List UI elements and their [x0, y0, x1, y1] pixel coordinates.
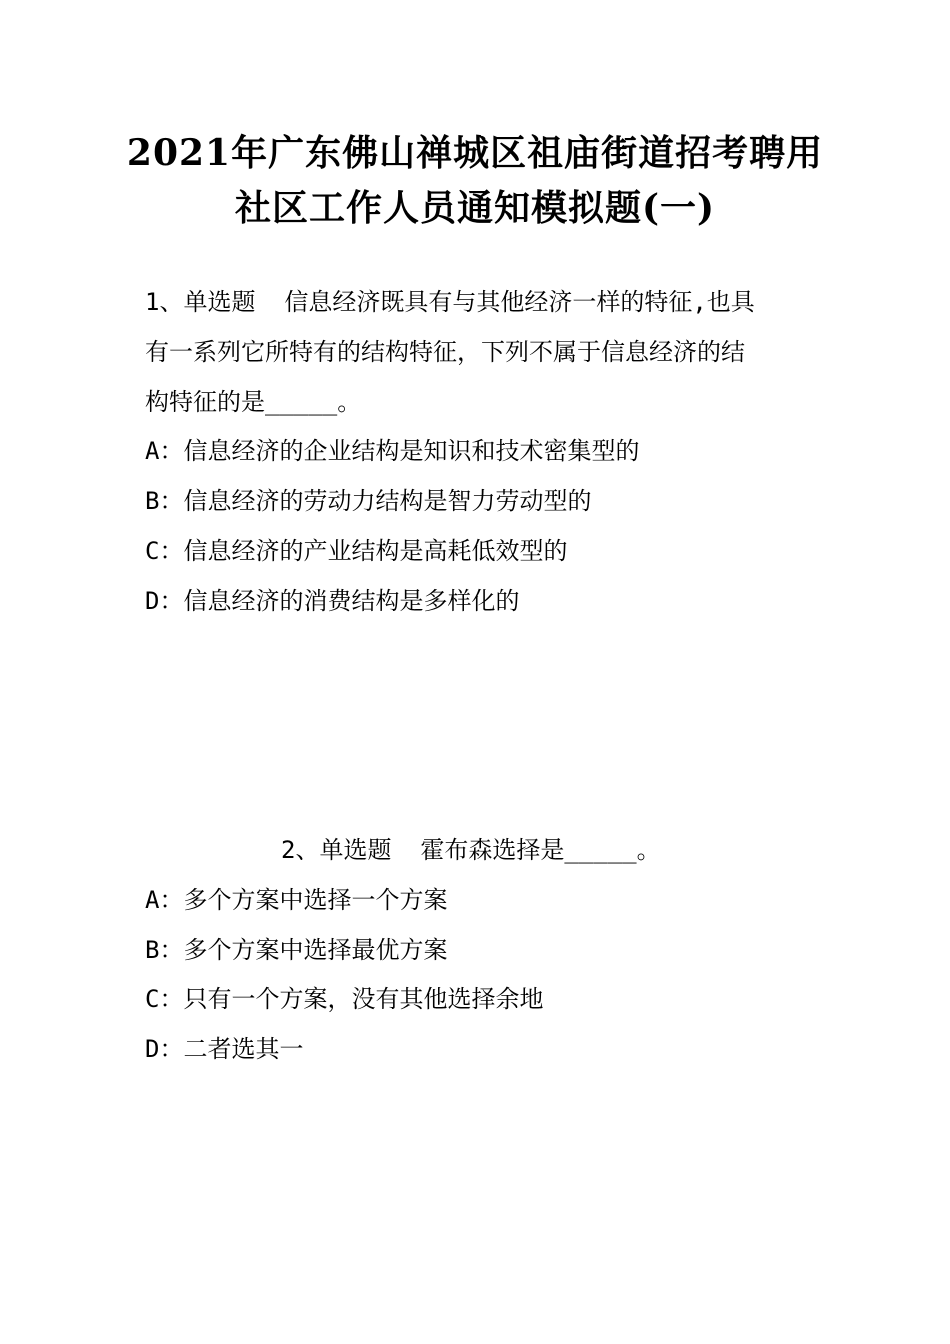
question-1-option-a: A：信息经济的企业结构是知识和技术密集型的	[145, 437, 640, 465]
document-title-line-1: 2021年广东佛山禅城区祖庙街道招考聘用	[126, 132, 824, 174]
question-2-option-a: A：多个方案中选择一个方案	[145, 886, 448, 914]
question-2-stem-line-1: 2、单选题 霍布森选择是_____。	[281, 836, 661, 864]
question-1-stem-line-3: 构特征的是_____。	[145, 388, 362, 416]
question-1-option-d: D：信息经济的消费结构是多样化的	[145, 587, 520, 615]
question-2-option-c: C：只有一个方案，没有其他选择余地	[145, 985, 544, 1013]
question-2-option-d: D：二者选其一	[145, 1035, 304, 1063]
question-1-option-b: B：信息经济的劳动力结构是智力劳动型的	[145, 487, 592, 515]
question-2-option-b: B：多个方案中选择最优方案	[145, 936, 448, 964]
question-1-stem-line-1: 1、单选题 信息经济既具有与其他经济一样的特征,也具	[145, 288, 755, 316]
question-1-stem-line-2: 有一系列它所特有的结构特征，下列不属于信息经济的结	[145, 338, 745, 366]
document-title-line-2: 社区工作人员通知模拟题(一)	[234, 187, 716, 229]
question-1-option-c: C：信息经济的产业结构是高耗低效型的	[145, 537, 568, 565]
